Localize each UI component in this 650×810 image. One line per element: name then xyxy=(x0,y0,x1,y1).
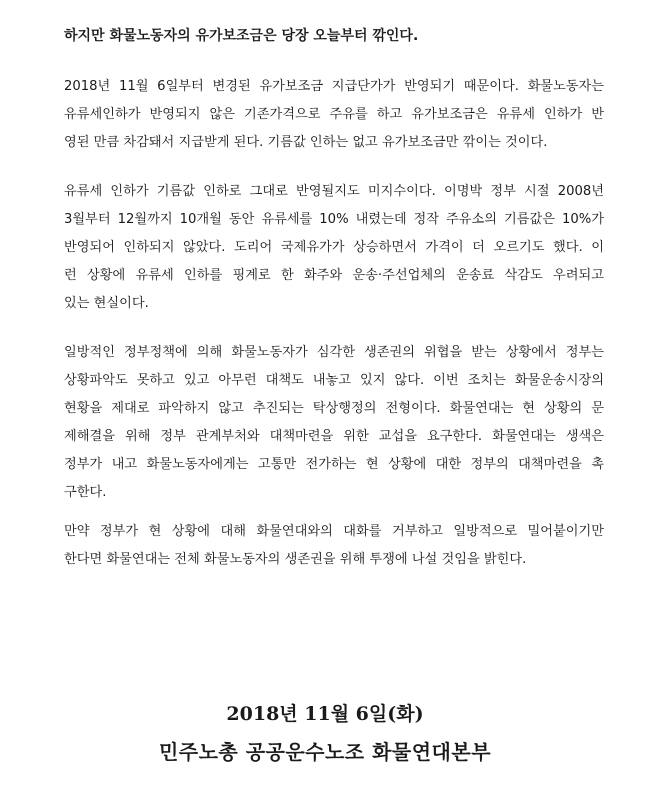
paragraph-line: 현황을 제대로 파악하지 않고 추진되는 탁상행정의 전형이다. 화물연대는 현 상황의 문 xyxy=(64,401,604,416)
paragraph-line: 제해결을 위해 정부 관계부처와 대책마련을 위한 교섭을 요구한다. 화물연대는 생색은 xyxy=(64,429,604,444)
paragraph-line: 유류세인하가 반영되지 않은 기존가격으로 주유를 하고 유가보조금은 유류세 인하가 반 xyxy=(64,107,604,122)
paragraph-line: 만약 정부가 현 상황에 대해 화물연대와의 대화를 거부하고 일방적으로 밀어붙이기만 xyxy=(64,524,604,539)
paragraph-line: 있는 현실이다. xyxy=(64,296,149,311)
paragraph-line: 구한다. xyxy=(64,485,107,500)
paragraph-line: 영된 만큼 차감돼서 지급받게 된다. 기름값 인하는 없고 유가보조금만 깎이는 것이다. xyxy=(64,135,548,150)
paragraph-struggle-warning xyxy=(64,518,604,574)
paragraph-line: 상황파악도 못하고 있고 아무런 대책도 내놓고 있지 않다. 이번 조치는 화물운송시장의 xyxy=(64,373,604,388)
paragraph-subsidy-cut xyxy=(64,73,604,157)
paragraph-line: 한다면 화물연대는 전체 화물노동자의 생존권을 위해 투쟁에 나설 것임을 밝힌다. xyxy=(64,552,527,567)
paragraph-government-demand xyxy=(64,339,604,507)
statement-organization: 민주노총 공공운수노조 화물연대본부 xyxy=(158,740,492,764)
paragraph-tax-uncertainty xyxy=(64,178,604,318)
paragraph-line: 런 상황에 유류세 인하를 핑계로 한 화주와 운송·주선업체의 운송료 삭감도 우려되고 xyxy=(64,268,604,283)
paragraph-line: 일방적인 정부정책에 의해 화물노동자가 심각한 생존권의 위협을 받는 상황에서 정부는 xyxy=(64,345,604,360)
paragraph-line: 2018년 11월 6일부터 변경된 유가보조금 지급단가가 반영되기 때문이다. 화물노동자는 xyxy=(64,79,604,94)
paragraph-line: 반영되어 인하되지 않았다. 도리어 국제유가가 상승하면서 가격이 더 오르기도 했다. 이 xyxy=(64,240,604,255)
paragraph-line: 정부가 내고 화물노동자에게는 고통만 전가하는 현 상황에 대한 정부의 대책마련을 촉 xyxy=(64,457,604,472)
paragraph-line: 3월부터 12월까지 10개월 동안 유류세를 10% 내렸는데 정작 주유소의 기름값은 10%가 xyxy=(64,212,604,227)
statement-date: 2018년 11월 6일(화) xyxy=(226,703,424,725)
paragraph-line: 유류세 인하가 기름값 인하로 그대로 반영될지도 미지수이다. 이명박 정부 시절 2008년 xyxy=(64,184,604,199)
lead-sentence: 하지만 화물노동자의 유가보조금은 당장 오늘부터 깎인다. xyxy=(64,28,419,44)
